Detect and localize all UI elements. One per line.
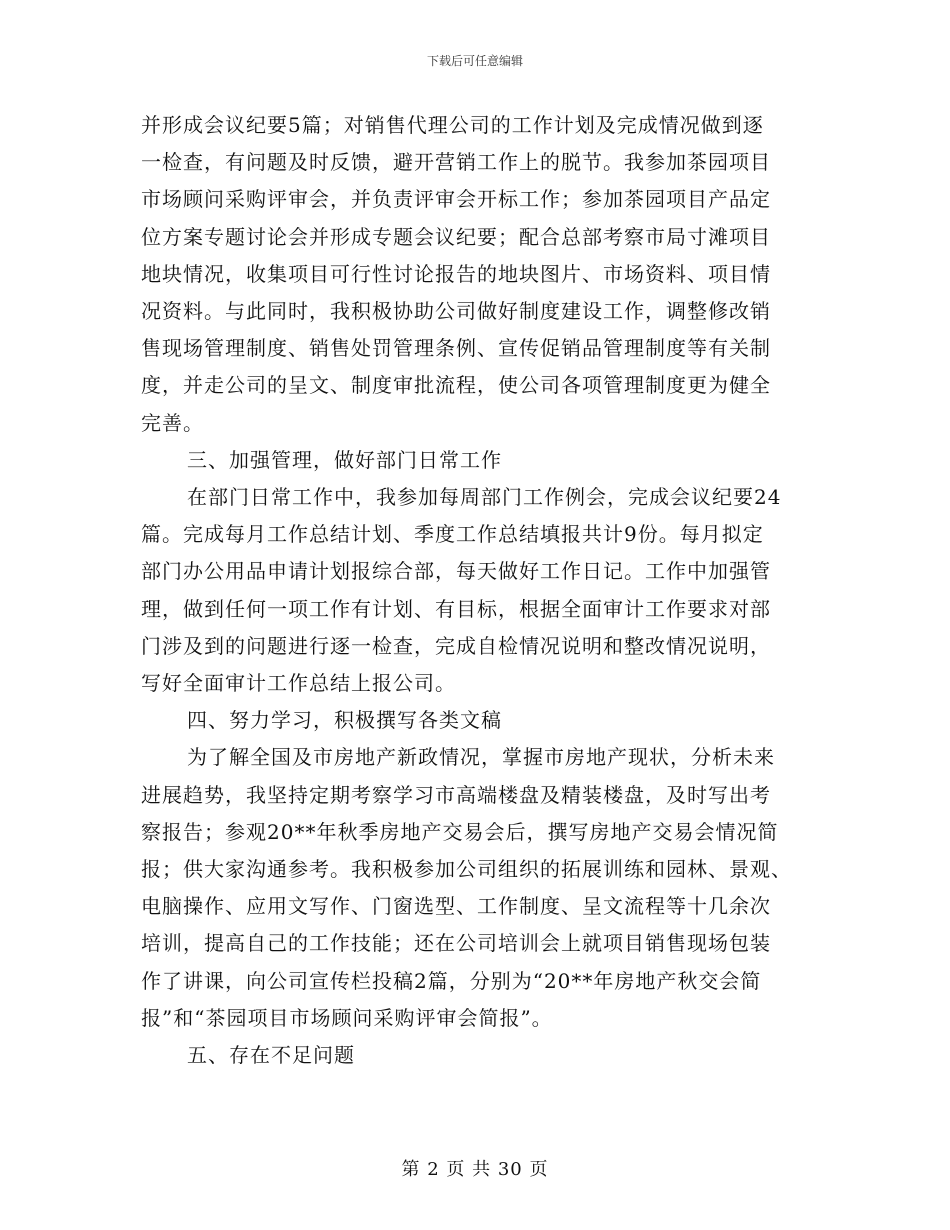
text-line: 进展趋势，我坚持定期考察学习市高端楼盘及精装楼盘，及时写出考 [141,782,771,807]
text-line: 察报告；参观20**年秋季房地产交易会后，撰写房地产交易会情况简 [141,819,779,844]
page-number: 第 2 页 共 30 页 [401,1159,549,1180]
text-line: 电脑操作、应用文写作、门窗选型、工作制度、呈文流程等十几余次 [141,894,771,919]
text-line: 报”和“茶园项目市场顾问采购评审会简报”。 [141,1005,553,1030]
text-line: 并形成会议纪要5篇；对销售代理公司的工作计划及完成情况做到逐 [141,113,764,137]
text-line: 市场顾问采购评审会，并负责评审会开标工作；参加茶园项目产品定 [141,187,771,212]
text-line: 培训，提高自己的工作技能；还在公司培训会上就项目销售现场包装 [141,931,771,956]
text-line: 门涉及到的问题进行逐一检查，完成自检情况说明和整改情况说明， [141,633,771,658]
text-line: 为了解全国及市房地产新政情况，掌握市房地产现状，分析未来 [187,745,775,770]
text-line: 五、存在不足问题 [187,1043,355,1068]
text-line: 况资料。与此同时，我积极协助公司做好制度建设工作，调整修改销 [141,299,771,324]
text-line: 部门办公用品申请计划报综合部，每天做好工作日记。工作中加强管 [141,559,771,584]
text-line: 三、加强管理，做好部门日常工作 [187,447,502,472]
text-line: 作了讲课，向公司宣传栏投稿2篇，分别为“20**年房地产秋交会简 [141,968,762,993]
text-line: 地块情况，收集项目可行性讨论报告的地块图片、市场资料、项目情 [141,261,771,286]
text-line: 售现场管理制度、销售处罚管理条例、宣传促销品管理制度等有关制 [141,336,771,361]
text-line: 在部门日常工作中，我参加每周部门工作例会，完成会议纪要24 [187,485,782,510]
text-line: 报；供大家沟通参考。我积极参加公司组织的拓展训练和园林、景观、 [141,857,792,882]
text-line: 度，并走公司的呈文、制度审批流程，使公司各项管理制度更为健全 [141,373,771,398]
text-line: 完善。 [141,410,204,435]
text-line: 位方案专题讨论会并形成专题会议纪要；配合总部考察市局寸滩项目 [141,224,771,249]
text-line: 四、努力学习，积极撰写各类文稿 [187,708,502,733]
document-body [141,107,813,1074]
page-header: 下载后可任意编辑 [426,54,523,68]
text-line: 写好全面审计工作总结上报公司。 [141,671,456,696]
text-line: 篇。完成每月工作总结计划、季度工作总结填报共计9份。每月拟定 [141,522,764,547]
text-line: 一检查，有问题及时反馈，避开营销工作上的脱节。我参加茶园项目 [141,150,771,175]
text-line: 理，做到任何一项工作有计划、有目标，根据全面审计工作要求对部 [141,596,771,621]
